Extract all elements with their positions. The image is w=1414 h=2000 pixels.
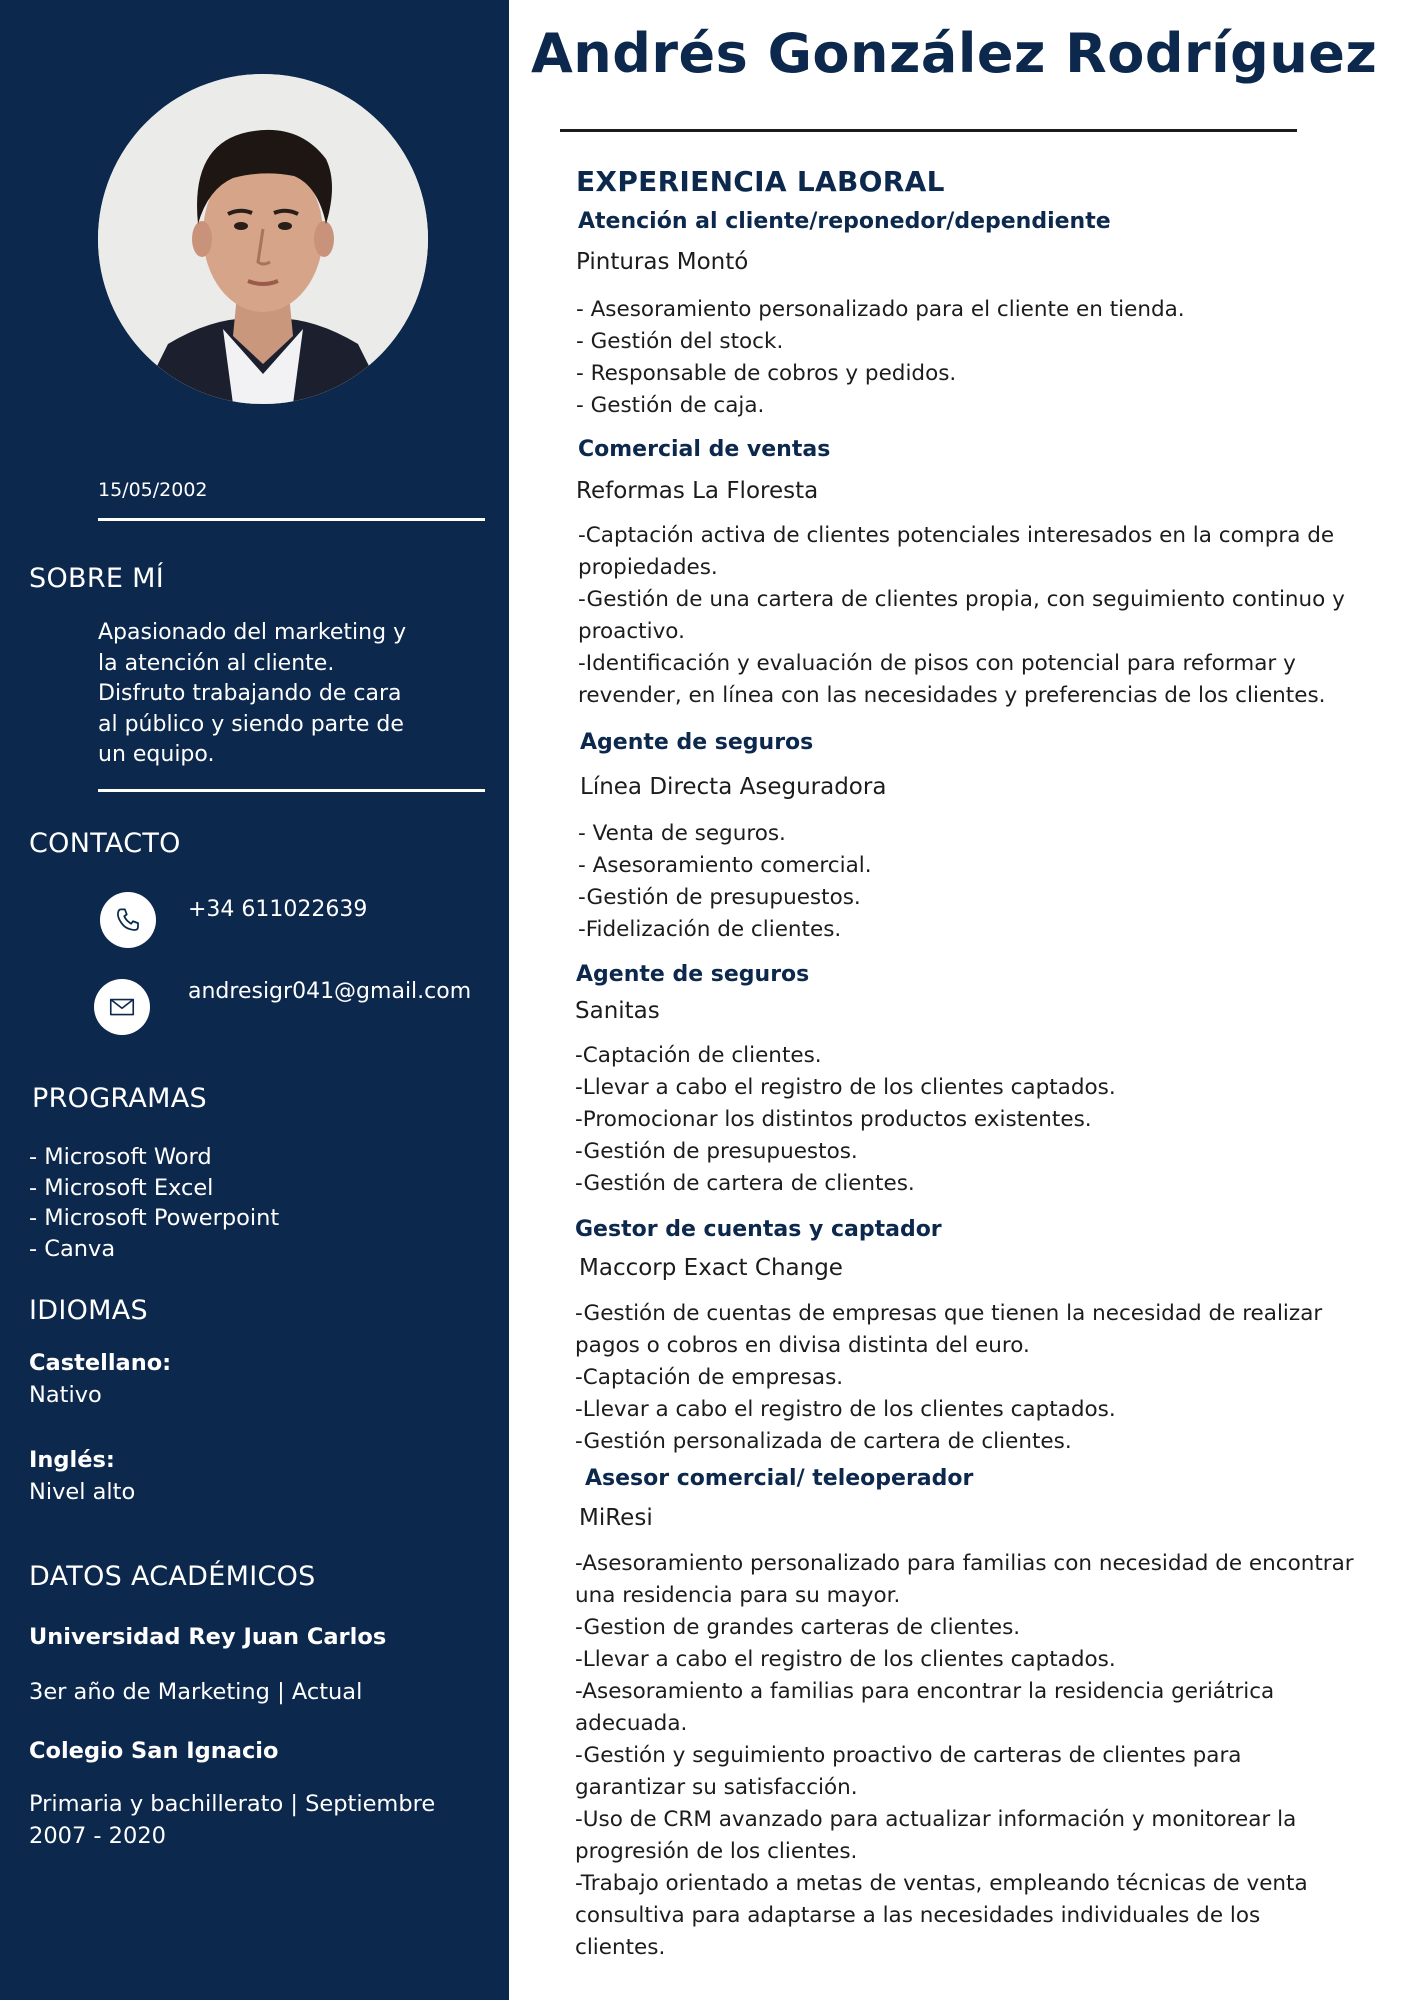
about-heading: SOBRE MÍ xyxy=(29,563,164,594)
profile-photo-illustration xyxy=(98,74,428,404)
about-text: Apasionado del marketing y la atención al cliente. Disfruto trabajando de cara al público y siendo parte de un equipo. xyxy=(98,620,407,767)
experience-heading: EXPERIENCIA LABORAL xyxy=(576,165,945,198)
profile-photo xyxy=(98,74,428,404)
divider xyxy=(98,518,485,521)
academic-institution: Colegio San Ignacio xyxy=(29,1738,279,1764)
contact-heading: CONTACTO xyxy=(29,828,181,859)
job-description xyxy=(578,520,1358,712)
job-description xyxy=(575,1548,1355,1964)
name-divider xyxy=(560,129,1297,132)
job-description-line: -Llevar a cabo el registro de los clientes captados. xyxy=(575,1647,1116,1672)
job-description-line: -Gestión de una cartera de clientes propia, con seguimiento continuo y proactivo. xyxy=(578,587,1345,644)
academic-detail: 3er año de Marketing | Actual xyxy=(29,1679,363,1705)
job-description xyxy=(578,818,1358,946)
job-description xyxy=(575,1040,1355,1200)
job-description-line: -Gestión de cartera de clientes. xyxy=(575,1171,915,1196)
languages-heading: IDIOMAS xyxy=(29,1295,148,1326)
job-description-line: -Captación activa de clientes potenciales interesados en la compra de propiedades. xyxy=(578,523,1335,580)
language-level: Nativo xyxy=(29,1382,102,1408)
divider xyxy=(98,789,485,792)
academic-institution: Universidad Rey Juan Carlos xyxy=(29,1624,387,1650)
job-title: Agente de seguros xyxy=(576,962,810,987)
job-company: Sanitas xyxy=(575,998,660,1024)
job-company: Reformas La Floresta xyxy=(576,478,819,504)
academic-heading: DATOS ACADÉMICOS xyxy=(29,1561,316,1592)
job-description-line: -Captación de clientes. xyxy=(575,1043,822,1068)
job-description-line: -Llevar a cabo el registro de los clientes captados. xyxy=(575,1397,1116,1422)
job-description-line: - Responsable de cobros y pedidos. xyxy=(576,361,957,386)
contact-phone[interactable]: +34 611022639 xyxy=(188,897,368,922)
envelope-icon xyxy=(94,979,150,1035)
list-item: - Microsoft Excel xyxy=(29,1174,214,1201)
job-description-line: - Gestión del stock. xyxy=(576,329,784,354)
job-description xyxy=(575,1298,1355,1458)
job-company: MiResi xyxy=(579,1505,653,1531)
job-title: Comercial de ventas xyxy=(578,437,831,462)
job-description-line: -Gestión de presupuestos. xyxy=(575,1139,858,1164)
language-name: Inglés: xyxy=(29,1447,115,1473)
job-description-line: -Asesoramiento personalizado para familias con necesidad de encontrar una residencia para su mayor. xyxy=(575,1551,1354,1608)
job-company: Maccorp Exact Change xyxy=(579,1255,843,1281)
programs-heading: PROGRAMAS xyxy=(32,1083,207,1114)
phone-icon xyxy=(100,892,156,948)
list-item: - Microsoft Word xyxy=(29,1144,212,1170)
list-item: - Canva xyxy=(29,1235,116,1262)
job-description-line: -Gestión y seguimiento proactivo de carteras de clientes para garantizar su satisfacción. xyxy=(575,1743,1242,1800)
language-name: Castellano: xyxy=(29,1350,172,1376)
job-company: Pinturas Montó xyxy=(576,249,749,275)
job-title: Atención al cliente/reponedor/dependiente xyxy=(578,209,1111,234)
job-description-line: - Asesoramiento personalizado para el cliente en tienda. xyxy=(576,297,1185,322)
birth-date: 15/05/2002 xyxy=(98,479,208,501)
job-title: Agente de seguros xyxy=(580,730,814,755)
job-description-line: - Asesoramiento comercial. xyxy=(578,853,872,878)
person-name: Andrés González Rodríguez xyxy=(531,22,1378,85)
job-description-line: - Gestión de caja. xyxy=(576,393,765,418)
programs-list xyxy=(29,1142,279,1264)
job-title: Asesor comercial/ teleoperador xyxy=(585,1466,974,1491)
job-company: Línea Directa Aseguradora xyxy=(580,774,887,800)
job-description-line: -Fidelización de clientes. xyxy=(578,917,842,942)
sidebar xyxy=(0,0,509,2000)
job-description-line: - Venta de seguros. xyxy=(578,821,786,846)
job-description-line: -Promocionar los distintos productos existentes. xyxy=(575,1107,1092,1132)
job-description-line: -Captación de empresas. xyxy=(575,1365,844,1390)
job-description-line: -Gestión de presupuestos. xyxy=(578,885,861,910)
job-description-line: -Uso de CRM avanzado para actualizar información y monitorear la progresión de los clientes. xyxy=(575,1807,1297,1864)
contact-email-row xyxy=(0,979,509,1039)
job-description-line: -Identificación y evaluación de pisos con potencial para reformar y revender, en línea con las necesidades y preferencias de los clientes. xyxy=(578,651,1326,708)
job-description-line: -Llevar a cabo el registro de los clientes captados. xyxy=(575,1075,1116,1100)
job-description xyxy=(576,294,1356,422)
job-description-line: -Gestión personalizada de cartera de clientes. xyxy=(575,1429,1072,1454)
job-description-line: -Trabajo orientado a metas de ventas, empleando técnicas de venta consultiva para adaptarse a las necesidades individuales de los clientes. xyxy=(575,1871,1308,1960)
job-title: Gestor de cuentas y captador xyxy=(575,1217,942,1242)
job-description-line: -Gestion de grandes carteras de clientes. xyxy=(575,1615,1021,1640)
language-level: Nivel alto xyxy=(29,1479,136,1505)
job-description-line: -Asesoramiento a familias para encontrar la residencia geriátrica adecuada. xyxy=(575,1679,1275,1736)
job-description-line: -Gestión de cuentas de empresas que tienen la necesidad de realizar pagos o cobros en divisa distinta del euro. xyxy=(575,1301,1323,1358)
academic-detail: Primaria y bachillerato | Septiembre 2007 - 2020 xyxy=(29,1791,436,1849)
list-item: - Microsoft Powerpoint xyxy=(29,1205,280,1231)
contact-email[interactable]: andresigr041@gmail.com xyxy=(188,979,472,1004)
contact-phone-row xyxy=(0,892,509,952)
